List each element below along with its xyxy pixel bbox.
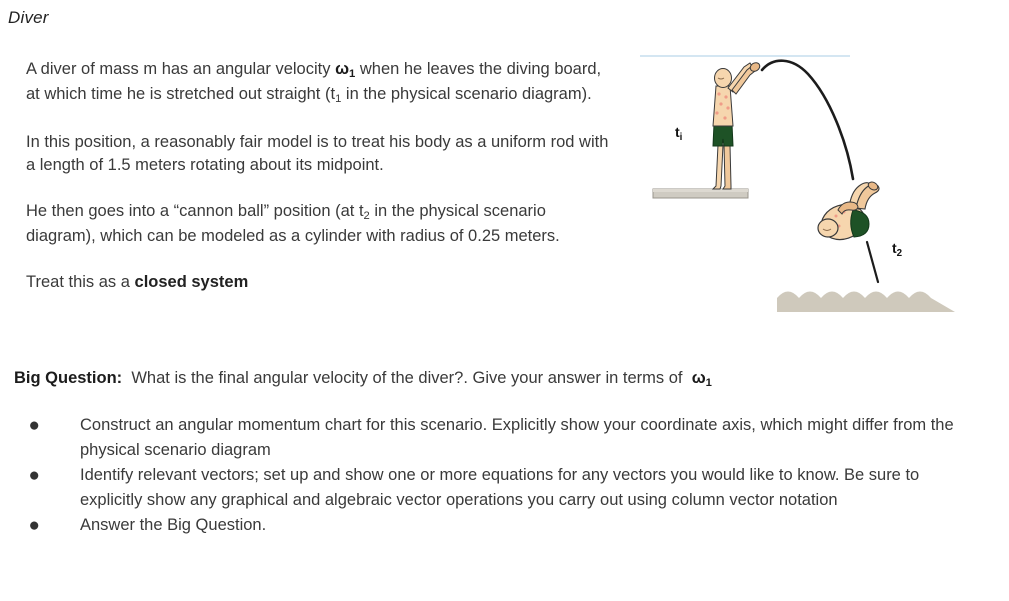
fall-streak bbox=[867, 242, 878, 282]
paragraph-1 bbox=[26, 58, 618, 108]
time-label-t1: $t_i$ bbox=[675, 124, 683, 143]
list-item bbox=[0, 513, 1000, 538]
problem-text-column bbox=[26, 58, 618, 294]
closed-system-emphasis: closed system bbox=[134, 273, 249, 291]
paragraph-1-mid: when he leaves the diving board, at which time he is stretched out straight (t bbox=[26, 60, 602, 103]
list-item bbox=[0, 463, 1000, 513]
paragraph-4-lead: Treat this as a bbox=[26, 273, 135, 291]
paragraph-4 bbox=[26, 271, 618, 294]
t2-subscript: 2 bbox=[363, 210, 370, 223]
paragraph-1-lead: A diver of mass m has an angular velocity bbox=[26, 60, 336, 78]
task-bullet-list bbox=[0, 413, 1000, 538]
list-item bbox=[0, 413, 1000, 463]
paragraph-1-tail: in the physical scenario diagram). bbox=[341, 85, 592, 103]
omega-subscript: 1 bbox=[349, 68, 356, 81]
big-question-text: What is the final angular velocity of the diver?. Give your answer in terms of bbox=[131, 369, 683, 387]
diver-figure-t1 bbox=[713, 61, 761, 189]
time-label-t2: $t_2$ bbox=[892, 240, 903, 259]
diving-board bbox=[653, 189, 748, 198]
physical-scenario-diagram bbox=[640, 40, 1009, 320]
diver-scenario-illustration bbox=[640, 40, 1009, 320]
trajectory-arc bbox=[762, 61, 853, 179]
omega-symbol: $\omega_1$ bbox=[335, 60, 356, 81]
big-question-label: Big Question: bbox=[14, 369, 123, 387]
water-surface bbox=[777, 292, 955, 313]
bullet-dot-icon: ● bbox=[28, 465, 40, 486]
page-title: Diver bbox=[8, 8, 49, 27]
paragraph-2: In this position, a reasonably fair model is to treat his body as a uniform rod with a length of 1.5 meters rotating about its midpoint. bbox=[26, 133, 609, 174]
paragraph-3-tail: in the physical scenario diagram), which can be modeled as a cylinder with radius of 0.25 meters. bbox=[26, 202, 560, 245]
big-question bbox=[14, 367, 994, 391]
big-question-omega: $\omega_1$ bbox=[691, 369, 712, 390]
list-item-label: Identify relevant vectors; set up and show one or more equations for any vectors you would like to know. Be sure to explicitly show any graphical and algebraic vector operations you carry out using column vector notation bbox=[80, 466, 920, 509]
big-question-omega-subscript: 1 bbox=[705, 377, 712, 390]
t1-subscript: 1 bbox=[335, 93, 342, 106]
paragraph-3-lead: He then goes into a “cannon ball” position (at t bbox=[26, 202, 364, 220]
diver-figure-t2 bbox=[817, 180, 879, 244]
bullet-dot-icon: ● bbox=[28, 415, 40, 436]
list-item-label: Construct an angular momentum chart for this scenario. Explicitly show your coordinate axis, which might differ from the physical scenario diagram bbox=[80, 416, 954, 459]
paragraph-3 bbox=[26, 200, 618, 248]
list-item-label: Answer the Big Question. bbox=[80, 516, 267, 534]
bullet-dot-icon: ● bbox=[28, 515, 40, 536]
